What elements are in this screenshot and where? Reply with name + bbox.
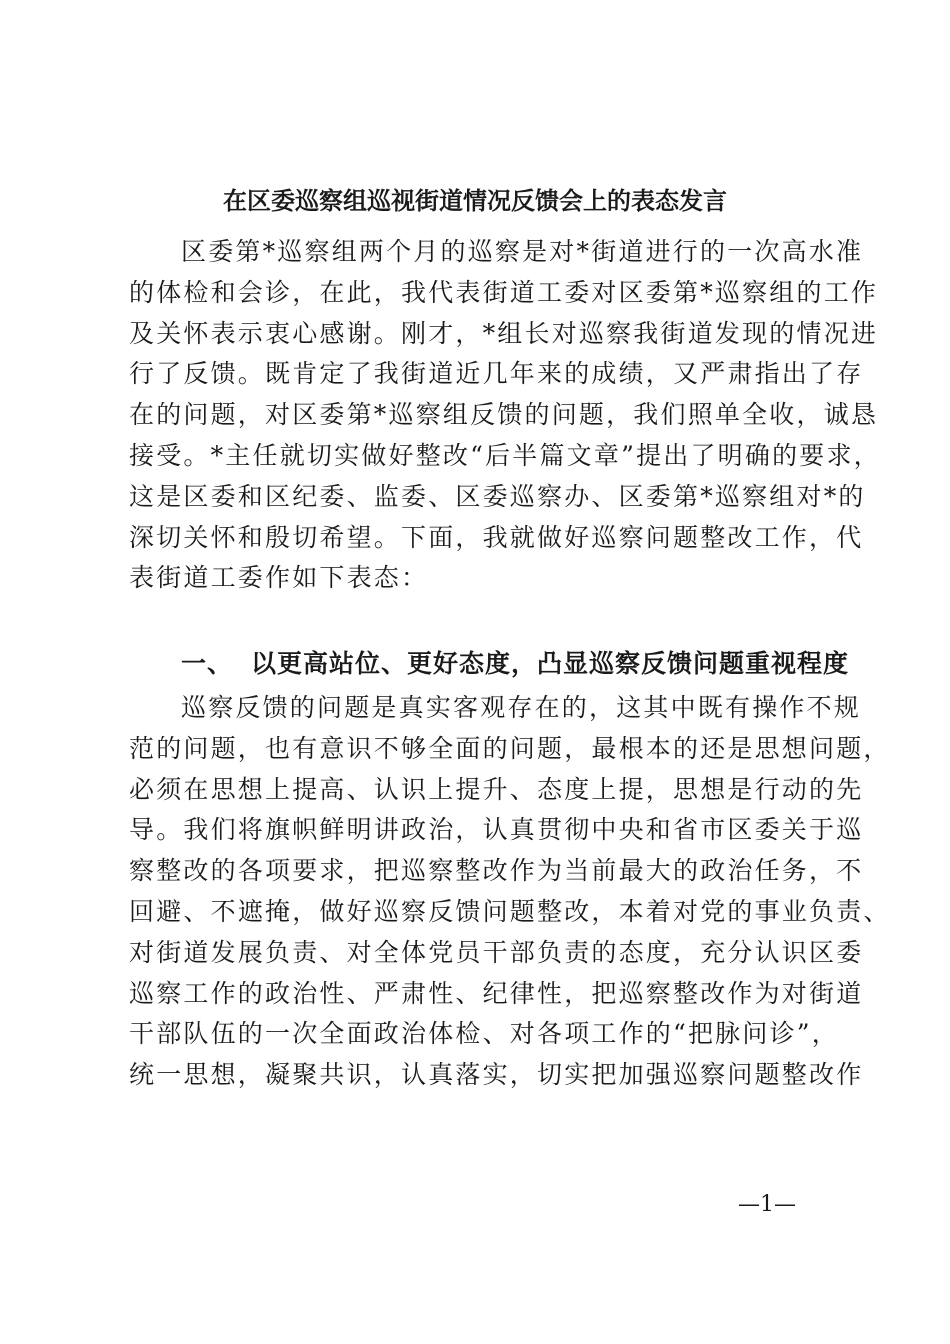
paragraph-line: 的体检和会诊，在此，我代表街道工委对区委第*巡察组的工作 xyxy=(129,277,879,307)
section-number: 一、 xyxy=(181,649,234,678)
paragraph-line: 统一思想，凝聚共识，认真落实，切实把加强巡察问题整改作 xyxy=(129,1060,864,1090)
paragraph-line: 巡察反馈的问题是真实客观存在的，这其中既有操作不规 xyxy=(181,693,862,722)
section-heading-text: 以更高站位、更好态度，凸显巡察反馈问题重视程度 xyxy=(251,649,850,678)
paragraph-line: 干部队伍的一次全面政治体检、对各项工作的“把脉问诊”， xyxy=(129,1019,839,1049)
paragraph-line: 察整改的各项要求，把巡察整改作为当前最大的政治任务，不 xyxy=(129,856,864,886)
paragraph-line: 深切关怀和殷切希望。下面，我就做好巡察问题整改工作，代 xyxy=(129,522,864,552)
paragraph-line: 接受。*主任就切实做好整改“后半篇文章”提出了明确的要求， xyxy=(129,440,881,470)
paragraph-line: 在的问题，对区委第*巡察组反馈的问题，我们照单全收，诚恳 xyxy=(129,400,879,430)
section-paragraph xyxy=(129,688,891,1096)
paragraph-line: 及关怀表示衷心感谢。刚才，*组长对巡察我街道发现的情况进 xyxy=(129,318,879,348)
paragraph-line: 区委第*巡察组两个月的巡察是对*街道进行的一次高水准 xyxy=(181,237,864,266)
paragraph-line: 行了反馈。既肯定了我街道近几年来的成绩，又严肃指出了存 xyxy=(129,359,864,389)
page-number: —1— xyxy=(738,1192,796,1217)
paragraph-line: 必须在思想上提高、认识上提升、态度上提，思想是行动的先 xyxy=(129,774,864,804)
paragraph-line: 对街道发展负责、对全体党员干部负责的态度，充分认识区委 xyxy=(129,937,864,967)
paragraph-line: 巡察工作的政治性、严肃性、纪律性，把巡察整改作为对街道 xyxy=(129,978,864,1008)
paragraph-line: 这是区委和区纪委、监委、区委巡察办、区委第*巡察组对*的 xyxy=(129,481,866,511)
intro-paragraph xyxy=(129,232,881,599)
paragraph-line: 范的问题，也有意识不够全面的问题，最根本的还是思想问题， xyxy=(129,733,891,763)
paragraph-line: 表街道工委作如下表态： xyxy=(129,563,429,593)
paragraph-line: 回避、不遮掩，做好巡察反馈问题整改，本着对党的事业负责、 xyxy=(129,896,891,926)
paragraph-line: 导。我们将旗帜鲜明讲政治，认真贯彻中央和省市区委关于巡 xyxy=(129,815,864,845)
document-title: 在区委巡察组巡视街道情况反馈会上的表态发言 xyxy=(223,186,727,215)
section-heading xyxy=(181,644,849,680)
